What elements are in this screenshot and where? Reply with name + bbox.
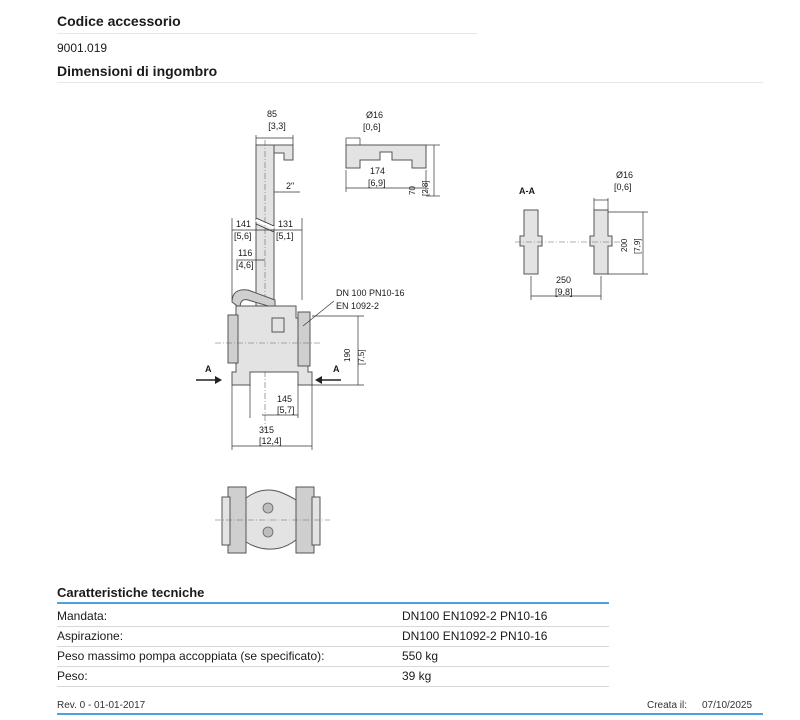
- pipe-hook: [274, 145, 293, 160]
- svg-text:131: 131: [278, 219, 294, 229]
- footer-divider: [57, 713, 763, 715]
- spec-value: 550 kg: [402, 649, 439, 663]
- svg-text:[5,1]: [5,1]: [276, 231, 294, 241]
- spec-label: Peso massimo pompa accoppiata (se specificato):: [57, 649, 325, 663]
- section-aa-label: A-A: [519, 186, 535, 196]
- top-view: [215, 487, 330, 553]
- dn-label-1: DN 100 PN10-16: [336, 288, 405, 298]
- spec-value: DN100 EN1092-2 PN10-16: [402, 609, 548, 623]
- spec-label: Aspirazione:: [57, 629, 124, 643]
- section-a-right: A: [333, 364, 340, 374]
- svg-text:174: 174: [370, 166, 386, 176]
- dimensions-title: Dimensioni di ingombro: [57, 63, 218, 79]
- row-divider: [57, 626, 609, 627]
- spec-value: DN100 EN1092-2 PN10-16: [402, 629, 548, 643]
- svg-text:[9,8]: [9,8]: [555, 287, 573, 297]
- svg-text:[6,9]: [6,9]: [368, 178, 386, 188]
- svg-text:[5,6]: [5,6]: [234, 231, 252, 241]
- svg-text:[12,4]: [12,4]: [259, 436, 282, 446]
- created-date: 07/10/2025: [702, 700, 753, 711]
- svg-text:116: 116: [238, 248, 253, 258]
- dn-label-2: EN 1092-2: [336, 301, 380, 311]
- svg-text:[7,9]: [7,9]: [633, 238, 642, 254]
- svg-text:145: 145: [277, 394, 293, 404]
- section-a-left: A: [205, 364, 212, 374]
- svg-text:[2,8]: [2,8]: [421, 180, 430, 196]
- svg-text:[0,6]: [0,6]: [363, 122, 381, 132]
- svg-text:141: 141: [236, 219, 252, 229]
- svg-text:[5,7]: [5,7]: [277, 405, 295, 415]
- svg-text:2": 2": [286, 181, 295, 191]
- spec-label: Peso:: [57, 669, 88, 683]
- svg-text:315: 315: [259, 425, 275, 435]
- svg-text:190: 190: [343, 348, 352, 362]
- svg-text:Ø16: Ø16: [616, 170, 634, 180]
- code-value: 9001.019: [57, 41, 108, 55]
- spec-value: 39 kg: [402, 669, 432, 683]
- left-flange: [228, 315, 238, 363]
- divider: [57, 82, 763, 83]
- row-divider: [57, 646, 609, 647]
- right-flange: [298, 312, 310, 366]
- specs-title: Caratteristiche tecniche: [57, 585, 205, 600]
- code-title: Codice accessorio: [57, 13, 181, 29]
- spec-label: Mandata:: [57, 609, 108, 623]
- revision: Rev. 0 - 01-01-2017: [57, 700, 146, 711]
- created-label: Creata il:: [647, 700, 688, 711]
- svg-text:70: 70: [408, 186, 417, 195]
- dimension-drawing: [0, 90, 800, 565]
- pipe-boss: [272, 318, 284, 332]
- svg-text:[4,6]: [4,6]: [236, 260, 254, 270]
- svg-text:[0,6]: [0,6]: [614, 182, 632, 192]
- bracket-view: [346, 110, 440, 196]
- section-aa-view: [515, 170, 648, 300]
- svg-text:250: 250: [556, 275, 572, 285]
- svg-text:Ø16: Ø16: [366, 110, 384, 120]
- divider: [57, 33, 477, 34]
- svg-text:[7,5]: [7,5]: [357, 349, 366, 365]
- row-divider: [57, 666, 609, 667]
- svg-text:200: 200: [620, 238, 629, 252]
- row-divider: [57, 686, 609, 687]
- specs-divider: [57, 602, 609, 604]
- svg-text:85: 85: [266, 109, 278, 119]
- svg-text:[3,3]: [3,3]: [268, 121, 286, 131]
